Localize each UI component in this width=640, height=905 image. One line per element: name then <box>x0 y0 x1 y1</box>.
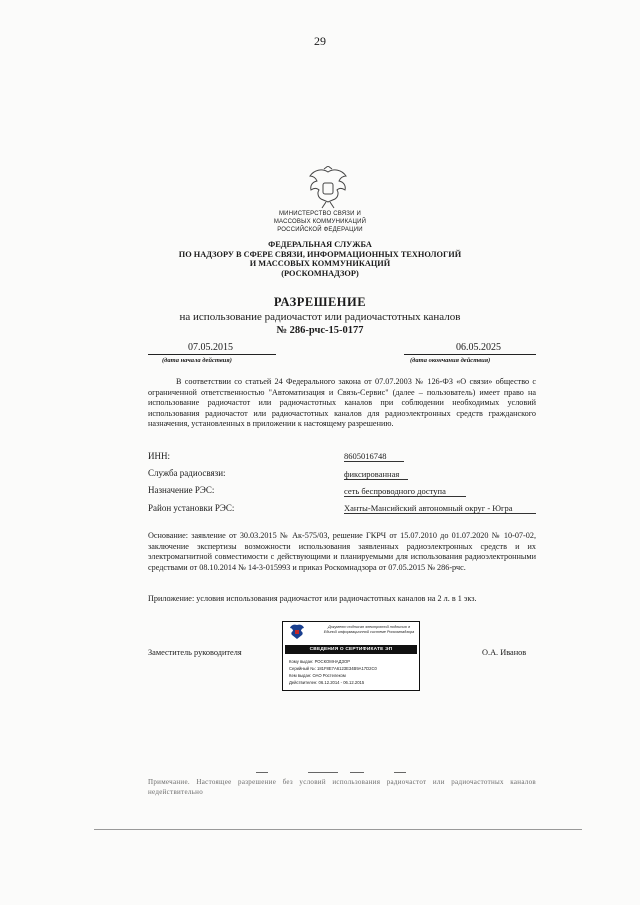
area-value: Ханты-Мансийский автономный округ - Югра <box>344 503 536 514</box>
end-date-caption: (дата окончания действия) <box>410 357 491 364</box>
footnote: Примечание. Настоящее разрешение без условий использования радиочастот или радиочастотных каналов недействительно <box>148 778 536 796</box>
inn-label: ИНН: <box>148 451 170 461</box>
electronic-signature-stamp <box>282 621 420 691</box>
purpose-label: Назначение РЭС: <box>148 485 215 495</box>
ministry-line: РОССИЙСКОЙ ФЕДЕРАЦИИ <box>277 227 363 233</box>
stamp-certificate-details <box>289 658 415 686</box>
document-subtitle: на использование радиочастот или радиочастотных каналов <box>179 311 461 323</box>
permission-body-text: В соответствии со статьей 24 Федерального закона от 07.07.2003 № 126-ФЗ «О связи» общество с ограниченной ответственностью "Автоматизация и Связь-Сервис" (далее – пользователь) имеет право на использование радиочастот или радиочастотных каналов при соблюдении необходимых условий использования радиочастот или радиочастотных каналов для радиоэлектронных средств гражданского назначения, установленных в приложении к настоящему разрешению. <box>148 377 536 429</box>
agency-line: ПО НАДЗОРУ В СФЕРЕ СВЯЗИ, ИНФОРМАЦИОННЫХ ТЕХНОЛОГИЙ <box>178 249 462 259</box>
stamp-line: Кем выдан: ОАО Ростелеком <box>289 673 346 678</box>
stamp-org-text: Документ подписан электронной подписью в Единой информационной системе Роскомнадзора <box>323 625 415 634</box>
agency-line: ФЕДЕРАЛЬНАЯ СЛУЖБА <box>268 240 372 249</box>
end-date-underline <box>404 354 536 355</box>
start-date: 07.05.2015 <box>188 342 233 353</box>
stamp-line: Серийный №: 181F8E7A6123E34B9A17D2C0 <box>289 666 377 671</box>
signer-name: О.А. Иванов <box>482 648 527 657</box>
start-date-underline <box>148 354 276 355</box>
start-date-caption: (дата начала действия) <box>162 357 232 364</box>
faint-dash <box>308 772 338 773</box>
page-number: 29 <box>314 34 326 48</box>
ministry-line: МАССОВЫХ КОММУНИКАЦИЙ <box>273 219 367 225</box>
inn-value: 8605016748 <box>344 451 404 462</box>
area-label: Район установки РЭС: <box>148 503 235 513</box>
document-number: № 286-рчс-15-0177 <box>276 325 364 336</box>
stamp-emblem-icon <box>289 624 305 641</box>
basis-text: Основание: заявление от 30.03.2015 № Ак-575/03, решение ГКРЧ от 15.07.2010 до 01.07.2020 № 10-07-02, заключение экспертизы возможности использования заявленных радиоэлектронных средств и их электромагнитной совместимости с действующими и планируемыми для использования радиоэлектронными средствами от 08.10.2014 № 14-3-015993 и приказ Роскомнадзора от 07.05.2015 № 286-рчс. <box>148 531 536 572</box>
purpose-value: сеть беспроводного доступа <box>344 486 466 497</box>
signer-title: Заместитель руководителя <box>148 648 242 657</box>
end-date: 06.05.2025 <box>456 342 501 353</box>
service-value: фиксированная <box>344 469 408 480</box>
ministry-line: МИНИСТЕРСТВО СВЯЗИ И <box>278 211 361 217</box>
agency-name <box>170 240 470 278</box>
bottom-rule <box>94 829 582 830</box>
appendix-text: Приложение: условия использования радиочастот или радиочастотных каналов на 2 л. в 1 экз. <box>148 594 477 603</box>
stamp-line: Действителен: 06.12.2014 - 06.12.2015 <box>289 680 365 685</box>
stamp-certificate-header: СВЕДЕНИЯ О СЕРТИФИКАТЕ ЭП <box>285 645 417 654</box>
stamp-header-area <box>283 622 419 644</box>
coat-of-arms-emblem <box>304 166 352 210</box>
ministry-name <box>220 210 420 234</box>
service-label: Служба радиосвязи: <box>148 468 226 478</box>
faint-dash <box>256 772 268 773</box>
document-title: РАЗРЕШЕНИЕ <box>273 295 367 309</box>
agency-line: (РОСКОМНАДЗОР) <box>281 268 359 278</box>
faint-dash <box>350 772 364 773</box>
agency-line: И МАССОВЫХ КОММУНИКАЦИЙ <box>249 259 391 269</box>
stamp-line: Кому выдан: РОСКОМНАДЗОР <box>289 659 351 664</box>
faint-dash <box>394 772 406 773</box>
